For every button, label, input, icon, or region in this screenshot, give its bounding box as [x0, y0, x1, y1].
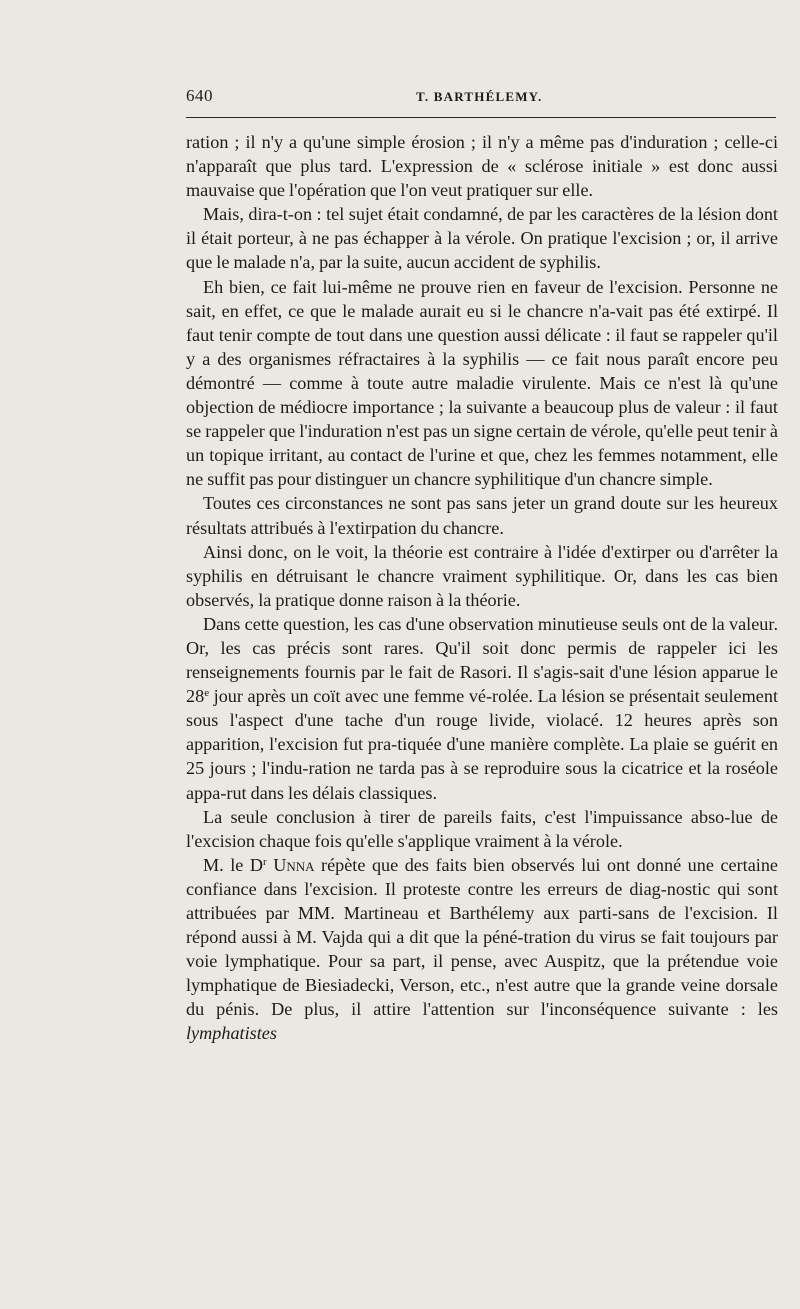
page-number: 640: [186, 86, 213, 105]
paragraph: [186, 853, 778, 1046]
paragraph-text: La seule conclusion à tirer de pareils faits, c'est l'impuissance abso-lue de l'excision chaque fois qu'elle s'applique vraiment à la vérole.: [186, 806, 778, 851]
header-rule: [186, 117, 776, 118]
paragraph: [186, 491, 778, 539]
paragraph-text: M. le D: [203, 854, 263, 875]
paragraph: [186, 130, 778, 202]
page-header: [186, 86, 776, 110]
paragraph: [186, 275, 778, 492]
paragraph-text: Dans cette question, les cas d'une observation minutieuse seuls ont de la valeur. Or, les cas précis sont rares. Qu'il soit donc permis de rappeler ici les renseignements fournis par le fait de Rasori. Il s'agis-sait d'une lésion apparue le 28: [186, 613, 778, 707]
paragraph-text: ration ; il n'y a qu'une simple érosion ; il n'y a même pas d'induration ; celle-ci n'apparaît que plus tard. L'expression de « sclérose initiale » est donc aussi mauvaise que l'opération que l'on veut pratiquer sur elle.: [186, 132, 778, 201]
paragraph: [186, 540, 778, 612]
author-name: Unna: [273, 854, 315, 875]
paragraph-text: Ainsi donc, on le voit, la théorie est contraire à l'idée d'extirper ou d'arrêter la syphilis en détruisant le chancre vraiment syphilitique. Or, dans les cas bien observés, la pratique donne raison à la théorie.: [186, 541, 778, 610]
running-head: T. BARTHÉLEMY.: [416, 89, 543, 104]
paragraph: [186, 612, 778, 805]
paragraph-text: Eh bien, ce fait lui-même ne prouve rien en faveur de l'excision. Personne ne sait, en effet, ce que le malade aurait eu si le chancre n'a-vait pas été extirpé. Il faut tenir compte de tout dans une question aussi délicate : il faut se rappeler qu'il y a des organismes réfractaires à la syphilis — ce fait nous paraît encore peu démontré — comme à toute autre maladie virulente. Mais ce n'est là qu'une objection de médiocre importance ; la suivante a beaucoup plus de valeur : il faut se rappeler que l'induration n'est pas un signe certain de vérole, qu'elle peut tenir à un topique irritant, au contact de l'urine et que, chez les femmes notamment, elle ne suffit pas pour distinguer un chancre syphilitique d'un chancre simple.: [186, 276, 778, 490]
italic-term: lymphatistes: [186, 1023, 277, 1044]
ordinal-superscript: e: [204, 687, 210, 700]
paragraph-text: jour après un coït avec une femme vé-rolée. La lésion se présentait seulement sous l'aspect d'une tache d'un rouge livide, violacé. 12 heures après son apparition, l'excision fut pra-tiquée d'une manière complète. La plaie se guérit en 25 jours ; l'indu-ration ne tarda pas à se reproduire sous la cicatrice et la roséole appa-rut dans les délais classiques.: [186, 686, 778, 803]
body-text: [186, 130, 778, 1046]
title-superscript: r: [263, 855, 267, 868]
paragraph-text: Mais, dira-t-on : tel sujet était condamné, de par les caractères de la lésion dont il était porteur, à ne pas échapper à la vérole. On pratique l'excision ; or, il arrive que le malade n'a, par la suite, aucun accident de syphilis.: [186, 204, 778, 273]
paragraph: [186, 805, 778, 853]
paragraph-text: Toutes ces circonstances ne sont pas sans jeter un grand doute sur les heureux résultats attribués à l'extirpation du chancre.: [186, 493, 778, 538]
paragraph: [186, 202, 778, 274]
paragraph-text: répète que des faits bien observés lui ont donné une certaine confiance dans l'excision. Il proteste contre les erreurs de diag-nostic qui sont attribuées par MM. Martineau et Barthélemy aux parti-sans de l'excision. Il répond aussi à M. Vajda qui a dit que la péné-tration du virus se fait toujours par voie lymphatique. Pour sa part, il pense, avec Auspitz, que la prétendue voie lymphatique de Biesiadecki, Verson, etc., n'est autre que la grande veine dorsale du pénis. De plus, il attire l'attention sur l'inconséquence suivante : les: [186, 854, 778, 1020]
